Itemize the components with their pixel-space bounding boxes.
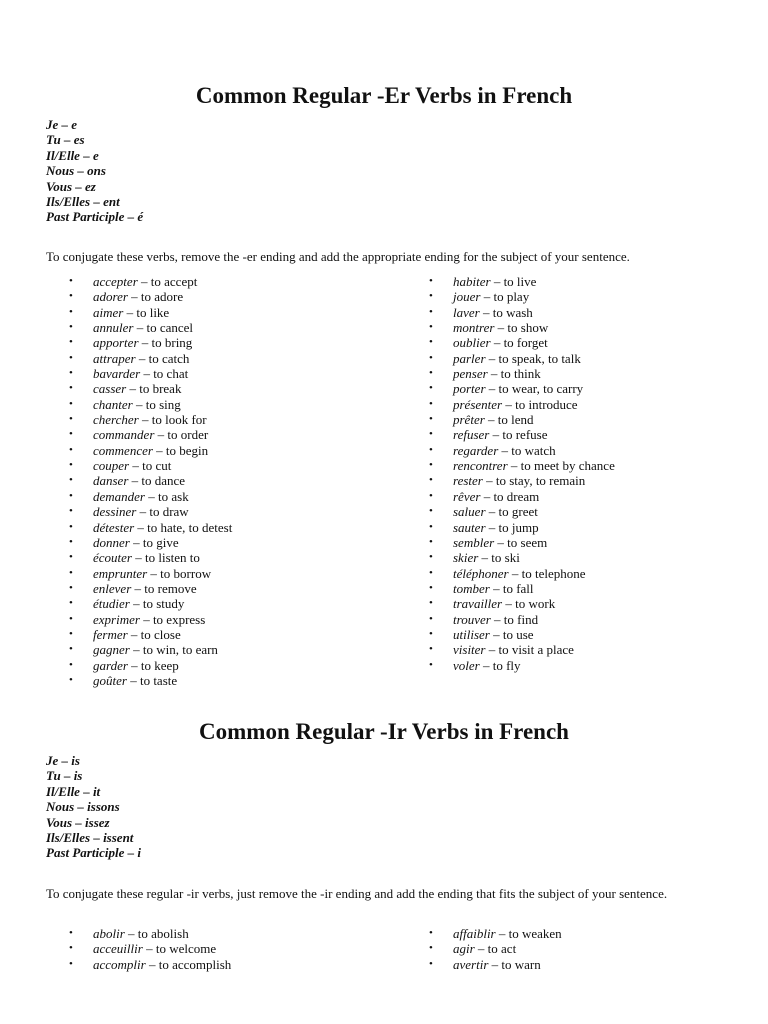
verb-list-item: • visiter – to visit a place (429, 642, 615, 657)
english-translation: to play (493, 289, 530, 305)
french-verb: accomplir (93, 956, 146, 972)
ending-il-elle: Il/Elle – it (46, 783, 101, 799)
english-translation: to chat (153, 366, 189, 382)
french-verb: laver (453, 304, 480, 320)
french-verb: sembler (453, 534, 495, 550)
english-translation: to keep (140, 657, 179, 673)
english-translation: to express (152, 611, 206, 627)
english-translation: to refuse (502, 427, 548, 443)
verb-list-item: • écouter – to listen to (69, 550, 232, 565)
verb-list-item: • apporter – to bring (69, 335, 232, 350)
english-translation: to dance (141, 473, 186, 489)
english-translation: to give (142, 534, 179, 550)
french-verb: jouer (453, 289, 481, 305)
english-translation: to act (487, 941, 517, 957)
french-verb: parler (453, 350, 486, 366)
english-translation: to catch (148, 350, 190, 366)
verb-list-item: • tomber – to fall (429, 581, 615, 596)
french-verb: prêter (453, 412, 485, 428)
verb-list-item: • montrer – to show (429, 320, 615, 335)
french-verb: visiter (453, 642, 486, 658)
english-translation: to bring (151, 335, 193, 351)
verb-list-item: • chercher – to look for (69, 412, 232, 427)
verb-list-item: • aimer – to like (69, 305, 232, 320)
french-verb: fermer (93, 626, 128, 642)
french-verb: saluer (453, 504, 486, 520)
english-translation: to lend (497, 412, 534, 428)
french-verb: trouver (453, 611, 491, 627)
ending-ils-elles: Ils/Elles – issent (46, 830, 134, 846)
french-verb: chercher (93, 412, 139, 428)
verb-list-item: • refuser – to refuse (429, 427, 615, 442)
english-translation: to begin (165, 442, 209, 458)
english-translation: to welcome (155, 941, 217, 957)
french-verb: gagner (93, 642, 130, 658)
verb-list-item: • commander – to order (69, 427, 232, 442)
french-verb: téléphoner (453, 565, 509, 581)
verb-list-item: • rencontrer – to meet by chance (429, 458, 615, 473)
verb-list-item: • emprunter – to borrow (69, 566, 232, 581)
ending-vous: Vous – ez (46, 178, 96, 194)
verb-list-item: • étudier – to study (69, 596, 232, 611)
verb-list-item: • commencer – to begin (69, 443, 232, 458)
french-verb: regarder (453, 442, 499, 458)
english-translation: to accomplish (158, 956, 232, 972)
french-verb: dessiner (93, 504, 137, 520)
english-translation: to jump (498, 519, 539, 535)
verb-list-item: • sauter – to jump (429, 520, 615, 535)
english-translation: to dream (493, 488, 540, 504)
english-translation: to win, to earn (142, 642, 218, 658)
english-translation: to work (515, 596, 556, 612)
verb-list-item: • habiter – to live (429, 274, 615, 289)
verb-list-item: • sembler – to seem (429, 535, 615, 550)
verb-list-item: • goûter – to taste (69, 673, 232, 688)
english-translation: to sing (145, 396, 181, 412)
french-verb: montrer (453, 320, 495, 336)
verb-list-item: • abolir – to abolish (69, 926, 231, 941)
english-translation: to wear, to carry (498, 381, 584, 397)
french-verb: apporter (93, 335, 139, 351)
french-verb: donner (93, 534, 130, 550)
verb-list-item: • annuler – to cancel (69, 320, 232, 335)
english-translation: to find (503, 611, 539, 627)
english-translation: to like (136, 304, 170, 320)
verb-list-item: • demander – to ask (69, 489, 232, 504)
er-verb-list-left (69, 274, 232, 688)
french-verb: garder (93, 657, 128, 673)
verb-list-item: • travailler – to work (429, 596, 615, 611)
ending-tu: Tu – es (46, 132, 85, 148)
french-verb: détester (93, 519, 135, 535)
english-translation: to watch (511, 442, 556, 458)
verb-list-item: • gagner – to win, to earn (69, 642, 232, 657)
french-verb: oublier (453, 335, 491, 351)
verb-list-item: • prêter – to lend (429, 412, 615, 427)
english-translation: to order (167, 427, 209, 443)
verb-list-item: • skier – to ski (429, 550, 615, 565)
english-translation: to cancel (146, 320, 194, 336)
ending-je: Je – is (46, 753, 80, 768)
ir-verbs-title: Common Regular -Ir Verbs in French (199, 719, 569, 744)
english-translation: to adore (140, 289, 184, 305)
ending-nous: Nous – ons (46, 163, 106, 179)
ending-vous: Vous – issez (46, 814, 110, 830)
english-translation: to look for (151, 412, 207, 428)
verb-list-item: • donner – to give (69, 535, 232, 550)
verb-list-item: • chanter – to sing (69, 397, 232, 412)
french-verb: annuler (93, 320, 134, 336)
verb-list-item: • laver – to wash (429, 305, 615, 320)
french-verb: travailler (453, 596, 503, 612)
english-translation: to visit a place (498, 642, 574, 658)
verb-list-item: • casser – to break (69, 381, 232, 396)
french-verb: écouter (93, 550, 132, 566)
verb-list-item: • fermer – to close (69, 627, 232, 642)
french-verb: habiter (453, 274, 491, 289)
verb-list-item: • présenter – to introduce (429, 397, 615, 412)
french-verb: penser (453, 366, 488, 382)
verb-list-item: • oublier – to forget (429, 335, 615, 350)
french-verb: commander (93, 427, 155, 443)
french-verb: aimer (93, 304, 124, 320)
french-verb: rencontrer (453, 458, 508, 474)
verb-list-item: • rester – to stay, to remain (429, 473, 615, 488)
er-verb-list-right (429, 274, 615, 673)
english-translation: to use (502, 626, 534, 642)
french-verb: tomber (453, 580, 490, 596)
verb-list-item: • danser – to dance (69, 473, 232, 488)
english-translation: to wash (492, 304, 533, 320)
english-translation: to accept (150, 274, 198, 289)
french-verb: agir (453, 941, 475, 957)
english-translation: to close (140, 626, 181, 642)
ending-tu: Tu – is (46, 768, 83, 784)
ir-endings-list (46, 753, 141, 861)
verb-list-item: • acceuillir – to welcome (69, 941, 231, 956)
verb-list-item: • détester – to hate, to detest (69, 520, 232, 535)
english-translation: to telephone (521, 565, 586, 581)
english-translation: to seem (507, 534, 548, 550)
french-verb: skier (453, 550, 479, 566)
french-verb: adorer (93, 289, 128, 305)
verb-list-item: • porter – to wear, to carry (429, 381, 615, 396)
verb-list-item: • regarder – to watch (429, 443, 615, 458)
verb-list-item: • accepter – to accept (69, 274, 232, 289)
english-translation: to break (139, 381, 182, 397)
english-translation: to remove (144, 580, 197, 596)
french-verb: abolir (93, 926, 125, 941)
english-translation: to listen to (144, 550, 200, 566)
verb-list-item: • agir – to act (429, 941, 562, 956)
french-verb: couper (93, 458, 130, 474)
french-verb: enlever (93, 580, 132, 596)
french-verb: présenter (453, 396, 503, 412)
verb-list-item: • couper – to cut (69, 458, 232, 473)
english-translation: to study (142, 596, 185, 612)
english-translation: to show (507, 320, 549, 336)
ending-il-elle: Il/Elle – e (46, 147, 99, 163)
english-translation: to ski (491, 550, 520, 566)
verb-list-item: • trouver – to find (429, 612, 615, 627)
verb-list-item: • bavarder – to chat (69, 366, 232, 381)
er-endings-list (46, 117, 143, 225)
french-verb: emprunter (93, 565, 148, 581)
english-translation: to warn (501, 956, 541, 972)
verb-list-item: • jouer – to play (429, 289, 615, 304)
french-verb: commencer (93, 442, 153, 458)
english-translation: to fly (492, 657, 521, 673)
verb-list-item: • avertir – to warn (429, 957, 562, 972)
french-verb: chanter (93, 396, 133, 412)
ir-verb-list-right (429, 926, 562, 972)
verb-list-item: • attraper – to catch (69, 351, 232, 366)
english-translation: to speak, to talk (498, 350, 581, 366)
verb-list-item: • enlever – to remove (69, 581, 232, 596)
french-verb: exprimer (93, 611, 140, 627)
verb-list-item: • saluer – to greet (429, 504, 615, 519)
french-verb: danser (93, 473, 129, 489)
english-translation: to greet (498, 504, 538, 520)
ending-past-participle: Past Participle – i (46, 845, 141, 861)
er-intro-paragraph: To conjugate these verbs, remove the -er ending and add the appropriate ending for the subject of your sentence. (46, 249, 630, 264)
french-verb: goûter (93, 672, 127, 688)
verb-list-item: • penser – to think (429, 366, 615, 381)
english-translation: to abolish (137, 926, 189, 941)
french-verb: casser (93, 381, 127, 397)
english-translation: to fall (502, 580, 534, 596)
verb-list-item: • accomplir – to accomplish (69, 957, 231, 972)
english-translation: to cut (142, 458, 172, 474)
french-verb: demander (93, 488, 145, 504)
english-translation: to forget (503, 335, 548, 351)
verb-list-item: • dessiner – to draw (69, 504, 232, 519)
french-verb: étudier (93, 596, 130, 612)
french-verb: avertir (453, 956, 489, 972)
verb-list-item: • exprimer – to express (69, 612, 232, 627)
verb-list-item: • affaiblir – to weaken (429, 926, 562, 941)
french-verb: attraper (93, 350, 136, 366)
ending-past-participle: Past Participle – é (46, 209, 144, 225)
ending-ils-elles: Ils/Elles – ent (46, 194, 120, 210)
verb-list-item: • rêver – to dream (429, 489, 615, 504)
english-translation: to stay, to remain (495, 473, 586, 489)
english-translation: to hate, to detest (147, 519, 233, 535)
ending-je: Je – e (46, 117, 78, 132)
english-translation: to think (500, 366, 541, 382)
french-verb: bavarder (93, 366, 141, 382)
english-translation: to ask (158, 488, 189, 504)
french-verb: sauter (453, 519, 486, 535)
verb-list-item: • voler – to fly (429, 658, 615, 673)
english-translation: to draw (149, 504, 189, 520)
english-translation: to taste (139, 672, 178, 688)
french-verb: affaiblir (453, 926, 496, 941)
french-verb: refuser (453, 427, 490, 443)
english-translation: to introduce (515, 396, 578, 412)
french-verb: porter (453, 381, 486, 397)
verb-list-item: • téléphoner – to telephone (429, 566, 615, 581)
french-verb: rester (453, 473, 483, 489)
ending-nous: Nous – issons (46, 799, 120, 815)
verb-list-item: • garder – to keep (69, 658, 232, 673)
english-translation: to weaken (508, 926, 562, 941)
french-verb: voler (453, 657, 480, 673)
english-translation: to meet by chance (520, 458, 615, 474)
verb-list-item: • adorer – to adore (69, 289, 232, 304)
french-verb: acceuillir (93, 941, 143, 957)
english-translation: to live (503, 274, 537, 289)
french-verb: utiliser (453, 626, 490, 642)
ir-intro-paragraph: To conjugate these regular -ir verbs, just remove the -ir ending and add the ending that fits the subject of your sentence. (46, 886, 668, 901)
french-verb: rêver (453, 488, 481, 504)
verb-list-item: • parler – to speak, to talk (429, 351, 615, 366)
er-verbs-title: Common Regular -Er Verbs in French (195, 83, 573, 108)
verb-list-item: • utiliser – to use (429, 627, 615, 642)
english-translation: to borrow (160, 565, 212, 581)
french-verb: accepter (93, 274, 138, 289)
ir-verb-list-left (69, 926, 231, 972)
